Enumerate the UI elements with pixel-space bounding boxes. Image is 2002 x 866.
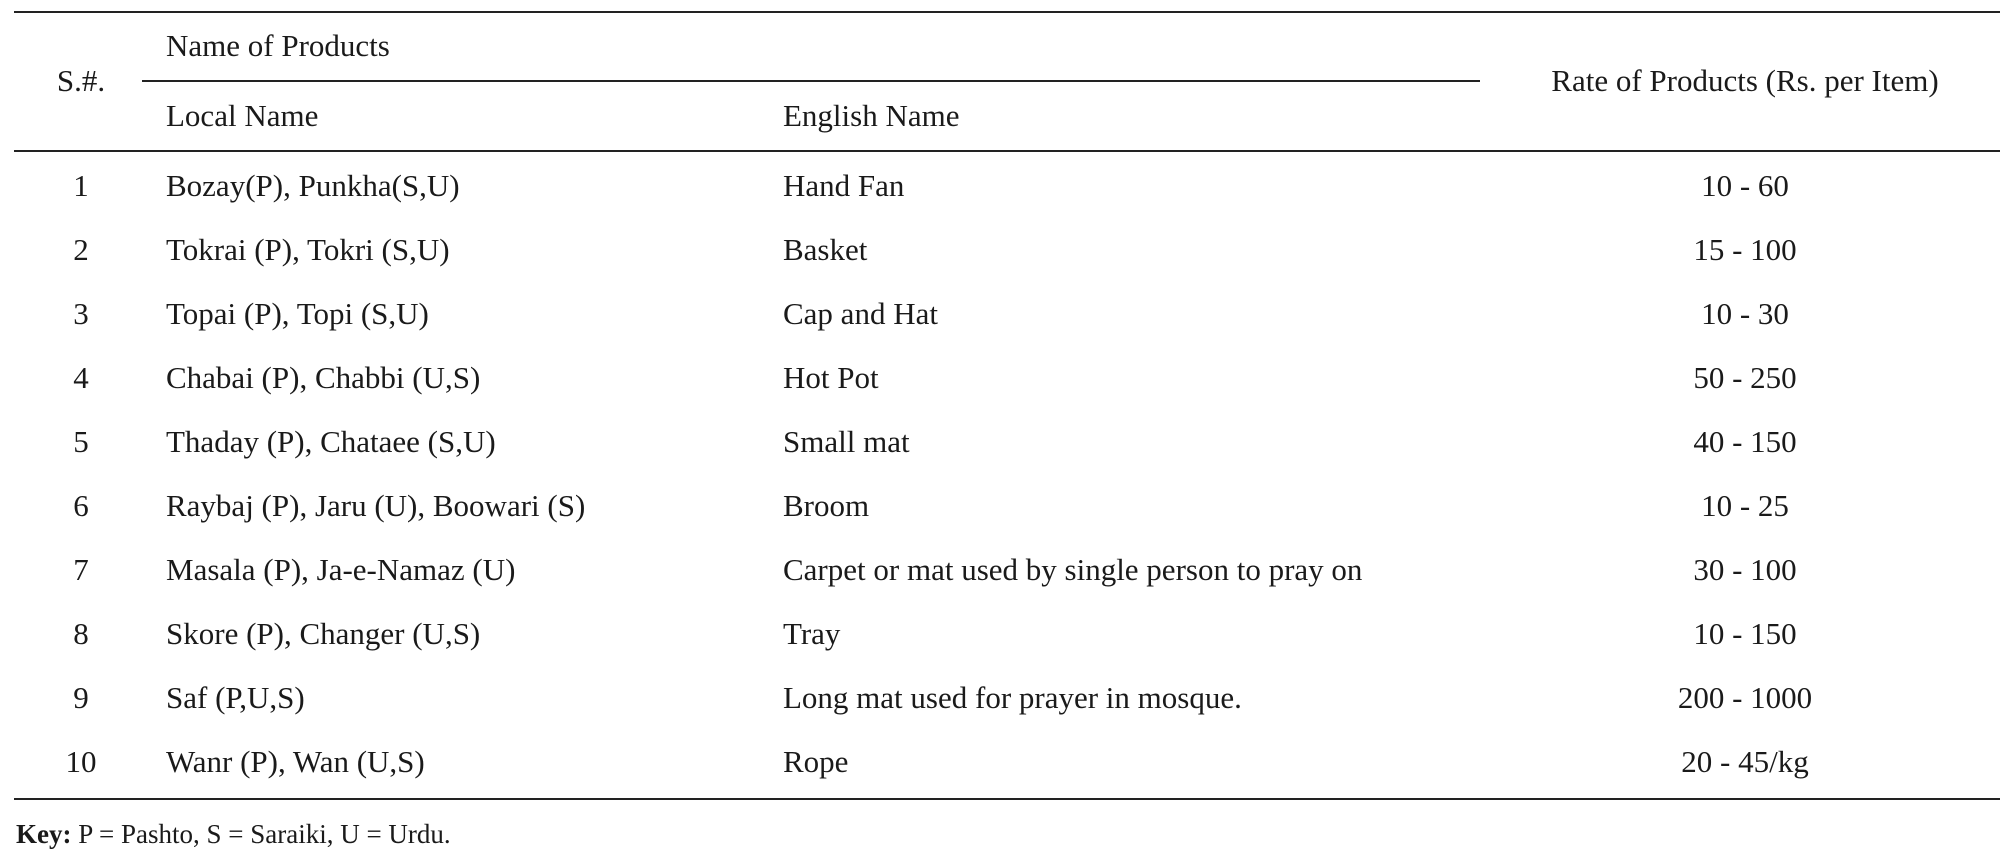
header-rate-of-products: Rate of Products (Rs. per Item) (1551, 63, 1939, 98)
table-row (0, 166, 2002, 230)
cell-rate: 10 - 30 (1701, 296, 1789, 331)
cell-english-name: Long mat used for prayer in mosque. (783, 680, 1242, 715)
cell-serial-number: 4 (73, 360, 89, 395)
cell-local-name: Skore (P), Changer (U,S) (166, 616, 481, 651)
group-header-rule (142, 80, 1480, 82)
cell-serial-number: 5 (73, 424, 89, 459)
cell-local-name: Wanr (P), Wan (U,S) (166, 744, 425, 779)
cell-english-name: Tray (783, 616, 841, 651)
table-row (0, 294, 2002, 358)
cell-serial-number: 6 (73, 488, 89, 523)
table-row (0, 358, 2002, 422)
header-serial-number: S.#. (56, 63, 106, 98)
cell-rate: 40 - 150 (1693, 424, 1797, 459)
table-row (0, 486, 2002, 550)
cell-serial-number: 3 (73, 296, 89, 331)
cell-local-name: Raybaj (P), Jaru (U), Boowari (S) (166, 488, 586, 523)
cell-local-name: Chabai (P), Chabbi (U,S) (166, 360, 481, 395)
table-top-rule (14, 11, 2000, 13)
cell-rate: 200 - 1000 (1677, 680, 1813, 715)
cell-rate: 10 - 150 (1693, 616, 1797, 651)
header-local-name: Local Name (166, 98, 319, 133)
cell-english-name: Small mat (783, 424, 910, 459)
cell-english-name: Carpet or mat used by single person to pray on (783, 552, 1363, 587)
cell-english-name: Hand Fan (783, 168, 905, 203)
table-row (0, 550, 2002, 614)
cell-serial-number: 1 (73, 168, 89, 203)
cell-local-name: Bozay(P), Punkha(S,U) (166, 168, 460, 203)
cell-rate: 15 - 100 (1693, 232, 1797, 267)
table-key-note (16, 816, 451, 852)
table-row (0, 742, 2002, 806)
table-row (0, 614, 2002, 678)
cell-local-name: Topai (P), Topi (S,U) (166, 296, 429, 331)
cell-rate: 20 - 45/kg (1681, 744, 1809, 779)
cell-serial-number: 7 (73, 552, 89, 587)
cell-rate: 10 - 25 (1701, 488, 1789, 523)
cell-serial-number: 8 (73, 616, 89, 651)
cell-rate: 30 - 100 (1693, 552, 1797, 587)
cell-local-name: Masala (P), Ja-e-Namaz (U) (166, 552, 516, 587)
key-label: Key: (16, 819, 72, 849)
cell-local-name: Saf (P,U,S) (166, 680, 305, 715)
cell-rate: 10 - 60 (1701, 168, 1789, 203)
cell-english-name: Broom (783, 488, 870, 523)
cell-local-name: Tokrai (P), Tokri (S,U) (166, 232, 450, 267)
cell-english-name: Cap and Hat (783, 296, 938, 331)
table-body (0, 166, 2002, 806)
table-row (0, 678, 2002, 742)
cell-serial-number: 9 (73, 680, 89, 715)
key-text: P = Pashto, S = Saraiki, U = Urdu. (71, 819, 451, 849)
table-row (0, 230, 2002, 294)
cell-english-name: Rope (783, 744, 849, 779)
cell-english-name: Hot Pot (783, 360, 879, 395)
cell-english-name: Basket (783, 232, 868, 267)
table-row (0, 422, 2002, 486)
cell-serial-number: 2 (73, 232, 89, 267)
cell-serial-number: 10 (65, 744, 97, 779)
cell-rate: 50 - 250 (1693, 360, 1797, 395)
cell-local-name: Thaday (P), Chataee (S,U) (166, 424, 496, 459)
header-bottom-rule (14, 150, 2000, 152)
header-name-of-products: Name of Products (166, 28, 390, 63)
header-english-name: English Name (783, 98, 960, 133)
